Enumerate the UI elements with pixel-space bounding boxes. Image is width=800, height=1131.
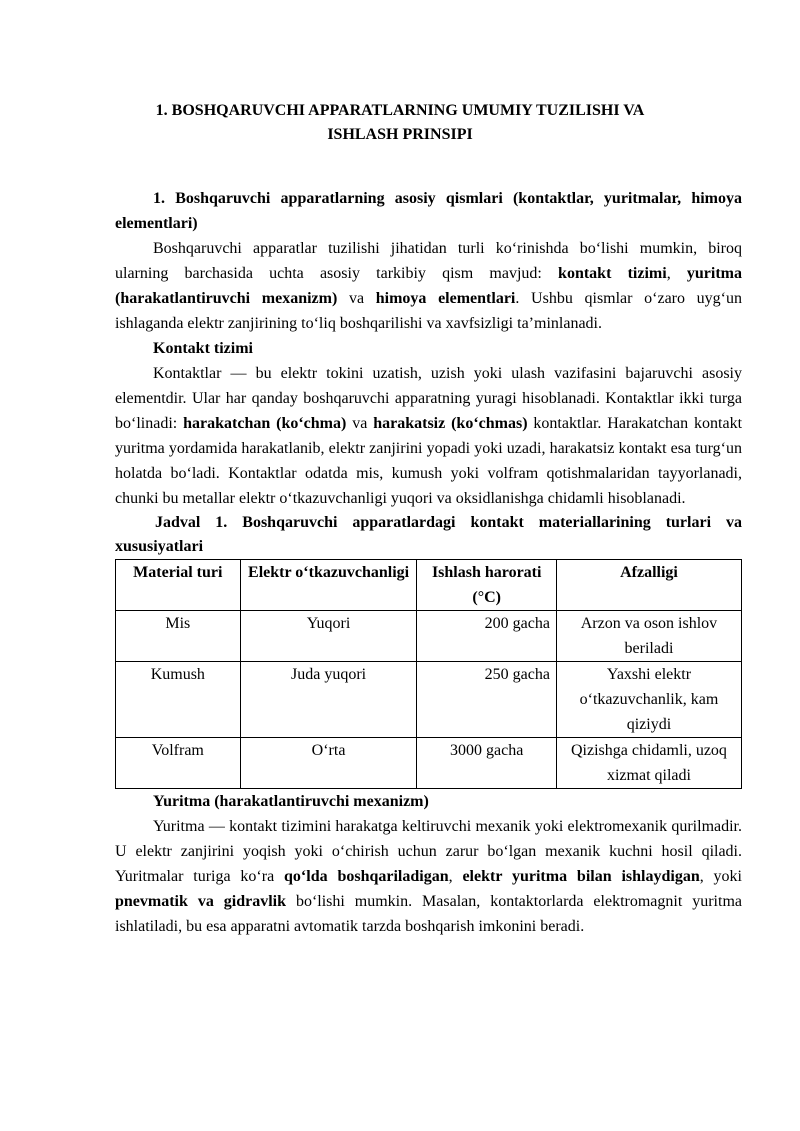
header-advantage: Afzalligi <box>556 560 741 611</box>
text-run: boʻlishi mumkin. Masalan, kontaktorlarda elektromagnit yuritma ishlatiladi, bu esa apparatni avtomatik tarzda boshqarish imkonini beradi. <box>115 893 742 935</box>
paragraph-kontakt <box>115 361 742 511</box>
bold-term-harakatchan: harakatchan (koʻchma) <box>183 415 347 432</box>
text-run: Boshqaruvchi apparatlar tuzilishi jihatidan turli koʻrinishda boʻlishi mumkin, biroq ularning barchasida uchta asosiy tarkibiy qism mavjud: <box>115 240 742 282</box>
section-heading: 1. Boshqaruvchi apparatlarning asosiy qismlari (kontaktlar, yuritmalar, himoya elementlari) <box>115 190 742 232</box>
cell-temperature: 250 gacha <box>417 662 556 738</box>
bold-term-qolda: qoʻlda boshqariladigan <box>284 868 449 885</box>
text-run: , <box>448 868 463 885</box>
header-temperature: Ishlash harorati (°C) <box>417 560 556 611</box>
cell-advantage: Yaxshi elektr oʻtkazuvchanlik, kam qiziydi <box>556 662 741 738</box>
cell-advantage: Arzon va oson ishlov beriladi <box>556 611 741 662</box>
table-row <box>116 611 742 662</box>
text-run: kontaktlar. Harakatchan kontakt yuritma yordamida harakatlanib, elektr zanjirini yopadi yoki uzadi, harakatsiz kontakt esa turgʻun holatda boʻladi. Kontaktlar odatda mis, kumush yoki volfram qotishmalaridan tayyorlanadi, chunki bu metallar elektr oʻtkazuvchanligi yuqori va oksidlanishga chidamli hisoblanadi. <box>115 415 743 507</box>
subheading-yuritma: Yuritma (harakatlantiruvchi mexanizm) <box>153 793 429 810</box>
cell-material: Kumush <box>116 662 241 738</box>
paragraph-intro <box>115 236 742 336</box>
text-run: va <box>346 415 374 432</box>
subheading-kontakt: Kontakt tizimi <box>153 340 253 357</box>
cell-conductivity: Oʻrta <box>240 738 417 789</box>
paragraph-yuritma <box>115 814 742 939</box>
cell-conductivity: Juda yuqori <box>240 662 417 738</box>
cell-material: Volfram <box>116 738 241 789</box>
table-row <box>116 738 742 789</box>
text-run: Yuritma — kontakt tizimini harakatga keltiruvchi mexanik yoki elektromexanik qurilmadir. U elektr zanjirini yoqish yoki oʻchirish uchun zarur boʻlgan mexanik kuchni hosil qiladi. Yuritmalar turiga koʻra <box>115 818 742 885</box>
cell-material: Mis <box>116 611 241 662</box>
text-run: , yoki <box>699 868 743 885</box>
table-row <box>116 662 742 738</box>
text-run: . Ushbu qismlar oʻzaro uygʻun ishlaganda elektr zanjirining toʻliq boshqarilishi va xavfsizligi taʼminlanadi. <box>115 290 742 332</box>
header-conductivity: Elektr oʻtkazuvchanligi <box>240 560 417 611</box>
table-header-row <box>116 560 742 611</box>
cell-conductivity: Yuqori <box>240 611 417 662</box>
document-body <box>115 186 742 939</box>
bold-term-yuritma: yuritma (harakatlantiruvchi mexanizm) <box>115 265 742 307</box>
header-material: Material turi <box>116 560 241 611</box>
table-caption: Jadval 1. Boshqaruvchi apparatlardagi kontakt materiallarining turlari va xususiyatlari <box>115 514 742 555</box>
bold-term-harakatsiz: harakatsiz (koʻchmas) <box>373 415 528 432</box>
page-title: 1. BOSHQARUVCHI APPARATLARNING UMUMIY TUZILISHI VA ISHLASH PRINSIPI <box>155 102 645 143</box>
text-run: , <box>666 265 687 282</box>
bold-term-pnevmatik: pnevmatik va gidravlik <box>115 893 287 910</box>
cell-advantage: Qizishga chidamli, uzoq xizmat qiladi <box>556 738 741 789</box>
materials-table <box>115 559 742 789</box>
text-run: Kontaktlar — bu elektr tokini uzatish, uzish yoki ulash vazifasini bajaruvchi asosiy elementdir. Ular har qanday boshqaruvchi apparatning yuragi hisoblanadi. Kontaktlar ikki turga boʻlinadi: <box>115 365 742 432</box>
bold-term-kontakt-tizimi: kontakt tizimi <box>558 265 667 282</box>
bold-term-himoya: himoya elementlari <box>375 290 516 307</box>
bold-term-elektr-yuritma: elektr yuritma bilan ishlaydigan <box>462 868 700 885</box>
text-run: va <box>337 290 376 307</box>
cell-temperature: 200 gacha <box>417 611 556 662</box>
cell-temperature: 3000 gacha <box>417 738 556 789</box>
